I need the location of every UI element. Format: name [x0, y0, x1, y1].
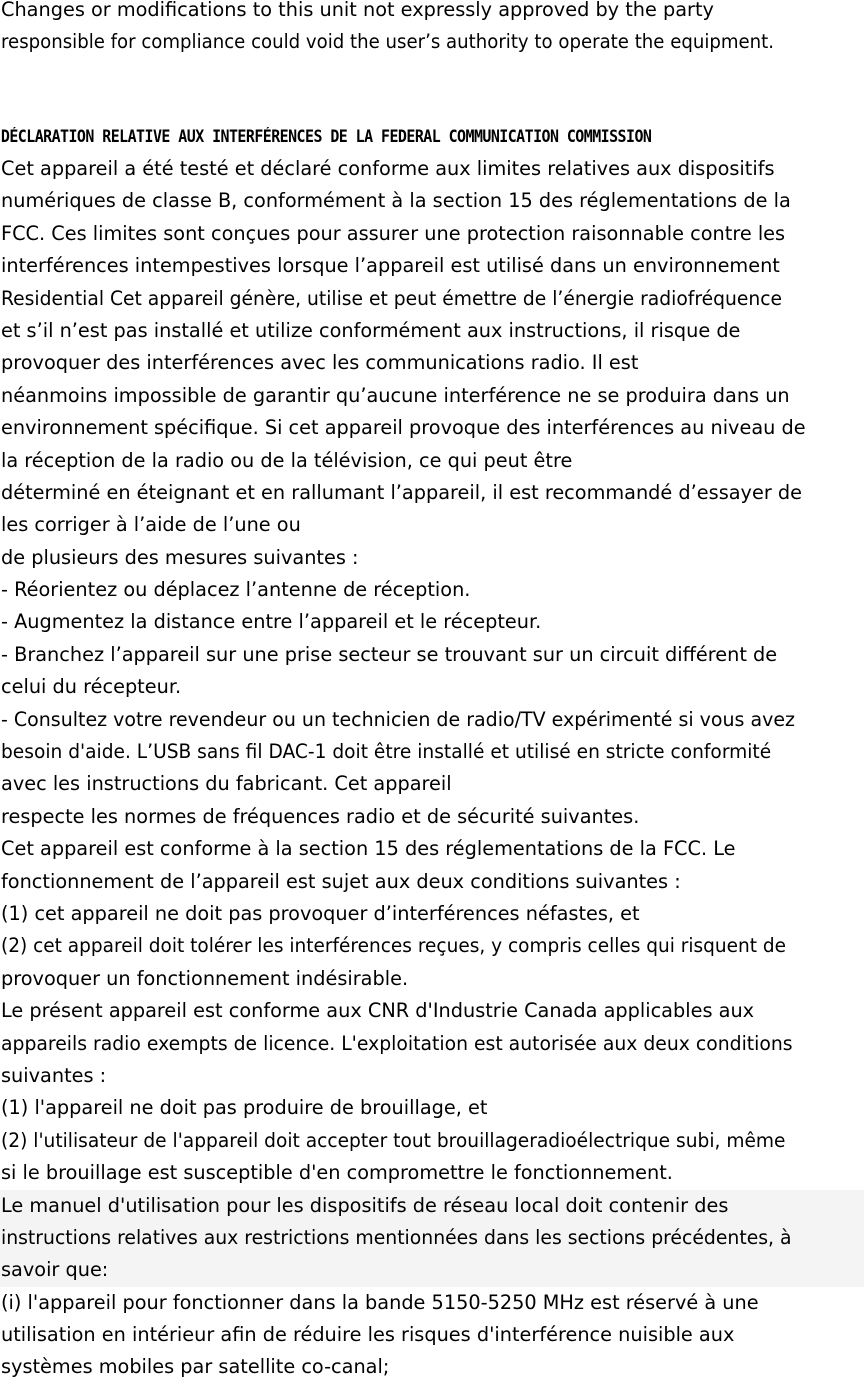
text-line: avec les instructions du fabricant. Cet appareil	[1, 772, 452, 796]
text-line: celui du récepteur.	[1, 675, 182, 699]
text-line: numériques de classe B, conformément à la section 15 des réglementations de la	[1, 189, 791, 213]
text-line: utilisation en intérieur afin de réduire les risques d'interférence nuisible aux	[1, 1323, 735, 1347]
manual-note-block	[0, 1190, 864, 1287]
text-line: FCC. Ces limites sont conçues pour assurer une protection raisonnable contre les	[1, 221, 786, 245]
text-line: déterminé en éteignant et en rallumant l’appareil, il est recommandé d’essayer de	[1, 480, 802, 504]
text-line: fonctionnement de l’appareil est sujet aux deux conditions suivantes :	[1, 869, 681, 893]
list-item: (2) cet appareil doit tolérer les interférences reçues, y compris celles qui risquent de	[1, 934, 787, 958]
text-line: Residential Cet appareil génère, utilise et peut émettre de l’énergie radiofréquence	[1, 286, 783, 310]
text-line: Le présent appareil est conforme aux CNR d'Industrie Canada applicables aux	[1, 999, 755, 1023]
text-line: savoir que:	[1, 1258, 109, 1282]
fcc-declaration-body	[0, 153, 864, 1384]
text-line: systèmes mobiles par satellite co-canal;	[1, 1355, 390, 1379]
list-item: - Augmentez la distance entre l’appareil et le récepteur.	[1, 610, 542, 634]
text-line: instructions relatives aux restrictions mentionnées dans les sections précédentes, à	[1, 1225, 792, 1249]
list-item: - Consultez votre revendeur ou un technicien de radio/TV expérimenté si vous avez	[1, 707, 796, 731]
text-line: la réception de la radio ou de la télévision, ce qui peut être	[1, 448, 573, 472]
text-line: de plusieurs des mesures suivantes :	[1, 545, 359, 569]
text-line: Changes or modifications to this unit not expressly approved by the party	[1, 0, 714, 21]
text-line: besoin d'aide. L’USB sans fil DAC-1 doit être installé et utilisé en stricte conformité	[1, 740, 772, 764]
list-item: - Branchez l’appareil sur une prise secteur se trouvant sur un circuit différent de	[1, 642, 778, 666]
list-item: (1) l'appareil ne doit pas produire de brouillage, et	[1, 1096, 488, 1120]
text-line: les corriger à l’aide de l’une ou	[1, 513, 301, 537]
text-line: environnement spécifique. Si cet appareil provoque des interférences au niveau de	[1, 416, 806, 440]
text-line: et s’il n’est pas installé et utilize conformément aux instructions, il risque de	[1, 318, 741, 342]
text-line: interférences intempestives lorsque l’appareil est utilisé dans un environnement	[1, 254, 780, 278]
text-line: (i) l'appareil pour fonctionner dans la bande 5150-5250 MHz est réservé à une	[1, 1290, 759, 1314]
text-line: appareils radio exempts de licence. L'exploitation est autorisée aux deux conditions	[1, 1031, 793, 1055]
list-item: - Réorientez ou déplacez l’antenne de réception.	[1, 578, 471, 602]
text-line: responsible for compliance could void the user’s authority to operate the equipment.	[1, 30, 775, 54]
text-line: suivantes :	[1, 1063, 107, 1087]
text-line: Cet appareil a été testé et déclaré conforme aux limites relatives aux dispositifs	[1, 157, 775, 180]
text-line: Cet appareil est conforme à la section 15 des réglementations de la FCC. Le	[1, 837, 736, 861]
list-item: (2) l'utilisateur de l'appareil doit accepter tout brouillageradioélectrique subi, même	[1, 1128, 786, 1152]
text-line: Le manuel d'utilisation pour les dispositifs de réseau local doit contenir des	[1, 1193, 729, 1217]
intro-paragraph	[0, 0, 864, 59]
text-line: néanmoins impossible de garantir qu’aucune interférence ne se produira dans un	[1, 383, 790, 407]
text-line: si le brouillage est susceptible d'en compromettre le fonctionnement.	[1, 1161, 673, 1185]
list-item: (1) cet appareil ne doit pas provoquer d’interférences néfastes, et	[1, 901, 640, 925]
text-line: provoquer des interférences avec les communications radio. Il est	[1, 351, 639, 375]
section-heading: DÉCLARATION RELATIVE AUX INTERFÉRENCES DE LA FEDERAL COMMUNICATION COMMISSION	[0, 127, 652, 146]
restriction-block	[0, 1287, 864, 1384]
text-line: provoquer un fonctionnement indésirable.	[1, 966, 409, 990]
text-line: respecte les normes de fréquences radio et de sécurité suivantes.	[1, 804, 640, 828]
